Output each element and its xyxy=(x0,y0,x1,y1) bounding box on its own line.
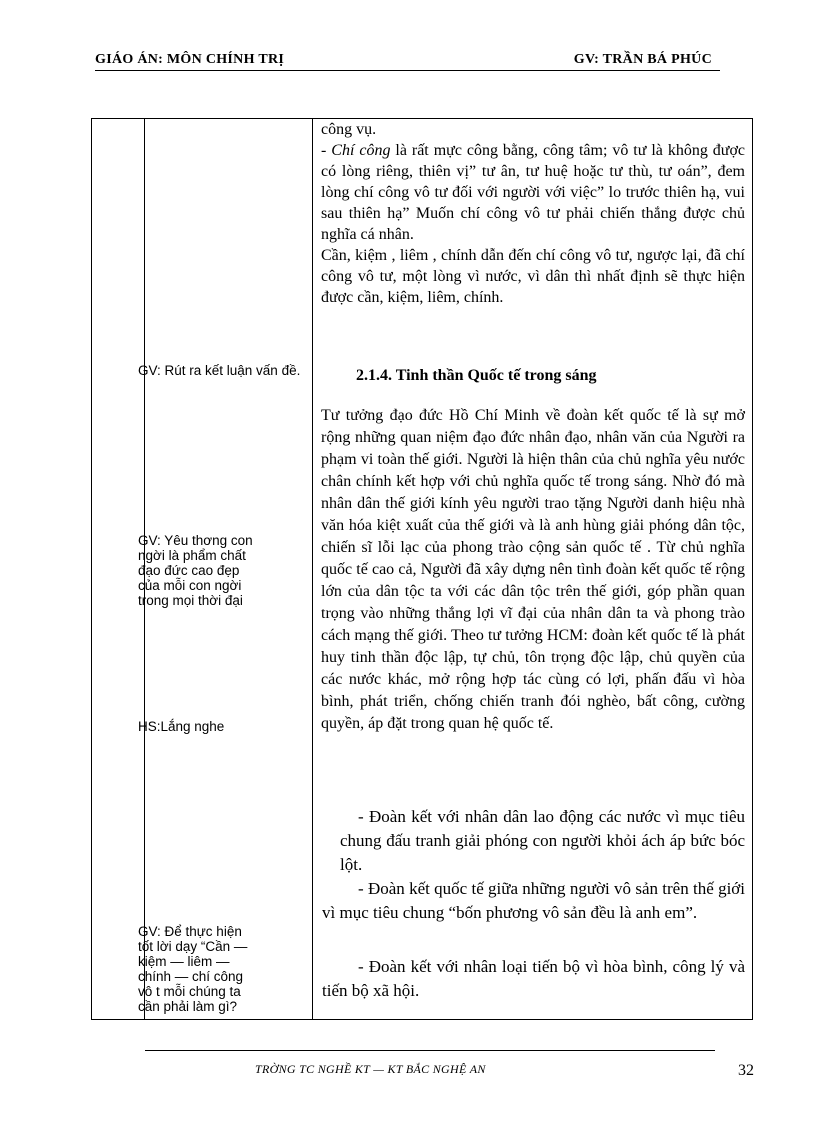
bullet-1: - Đoàn kết với nhân dân lao động các nước vì mục tiêu chung đấu tranh giải phóng con người khỏi ách áp bức bóc lột. xyxy=(340,807,745,874)
bullet-3: - Đoàn kết với nhân loại tiến bộ vì hòa bình, công lý và tiến bộ xã hội. xyxy=(322,957,745,1000)
content-paragraph-3: Cần, kiệm , liêm , chính dẫn đến chí công vô tư, ngược lại, đã chí công vô tư, một lòng vì nước, vì dân thì nhất định sẽ thực hiện được cần, kiệm, liêm, chính. xyxy=(321,247,745,306)
bullet-2: - Đoàn kết quốc tế giữa những người vô sản trên thế giới vì mục tiêu chung “bốn phương vô sản đều là anh em”. xyxy=(322,879,745,922)
content-paragraph-4: Tư tưởng đạo đức Hồ Chí Minh về đoàn kết quốc tế là sự mở rộng những quan niệm đạo đức nhân đạo, nhân văn của Người ra phạm vi toàn thế giới. Người là hiện thân của chủ nghĩa yêu nước chân chính kết hợp với chủ nghĩa quốc tế trong sáng. Nhờ đó mà nhân dân thế giới kính yêu người trao tặng Người danh hiệu nhà văn hóa kiệt xuất của thế giới và là anh hùng giải phóng dân tộc, chiến sĩ lỗi lạc của phong trào cộng sản quốc tế . Từ chủ nghĩa quốc tế cao cả, Người đã xây dựng nên tình đoàn kết quốc tế rộng lớn của dân tộc ta với các dân tộc trên thế giới, góp phần quan trọng vào những thắng lợi vĩ đại của nhân dân ta và phong trào cách mạng thế giới. Theo tư tưởng HCM: đoàn kết quốc tế là phát huy tinh thần độc lập, tự chủ, tôn trọng độc lập, chủ quyền của các nước khác, mở rộng hợp tác cùng có lợi, phấn đấu vì hòa bình, phát triển, chống chiến tranh đói nghèo, bất công, cường quyền, áp đặt trong quan hệ quốc tế. xyxy=(321,407,745,732)
term-chi-cong: Chí công xyxy=(331,142,391,159)
student-note-listen: HS:Lắng nghe xyxy=(138,719,225,734)
page-number: 32 xyxy=(738,1062,754,1079)
page-header xyxy=(95,50,720,72)
lesson-table xyxy=(91,118,753,1020)
teacher-note-question: GV: Để thực hiện tốt lời dạy “Cần — kiệm — liêm — chính — chí công vô t mỗi chúng ta cần phải làm gì? xyxy=(138,924,248,1014)
header-subject: GIÁO ÁN: MÔN CHÍNH TRỊ xyxy=(95,52,285,67)
teacher-note-conclusion: GV: Rút ra kết luận vấn đề. xyxy=(138,363,301,378)
column-divider-2 xyxy=(312,119,313,1019)
content-paragraph-1: công vụ. xyxy=(321,121,377,138)
content-paragraph-2: - Chí công là rất mực công bằng, công tâm; vô tư là không được có lòng riêng, thiên vị” tư ân, tư huệ hoặc tư thù, tư oán”, đem lòng chí công vô tư đối với người với việc” lo trước thiên hạ, vui sau thiên hạ” Muốn chí công vô tư phải chiến thắng được chủ nghĩa cá nhân. xyxy=(321,142,746,243)
footer-rule xyxy=(145,1050,715,1051)
section-heading: 2.1.4. Tinh thần Quốc tế trong sáng xyxy=(356,367,597,384)
header-teacher: GV: TRẦN BÁ PHÚC xyxy=(573,52,712,67)
header-rule xyxy=(95,70,720,71)
footer-school: TRỜNG TC NGHỀ KT — KT BẮC NGHỆ AN xyxy=(255,1062,486,1076)
teacher-note-love: GV: Yêu thơng con ngời là phẩm chất đạo đức cao đẹp của mỗi con ngời trong mọi thời đại xyxy=(138,533,253,608)
content-block-1 xyxy=(321,119,745,308)
